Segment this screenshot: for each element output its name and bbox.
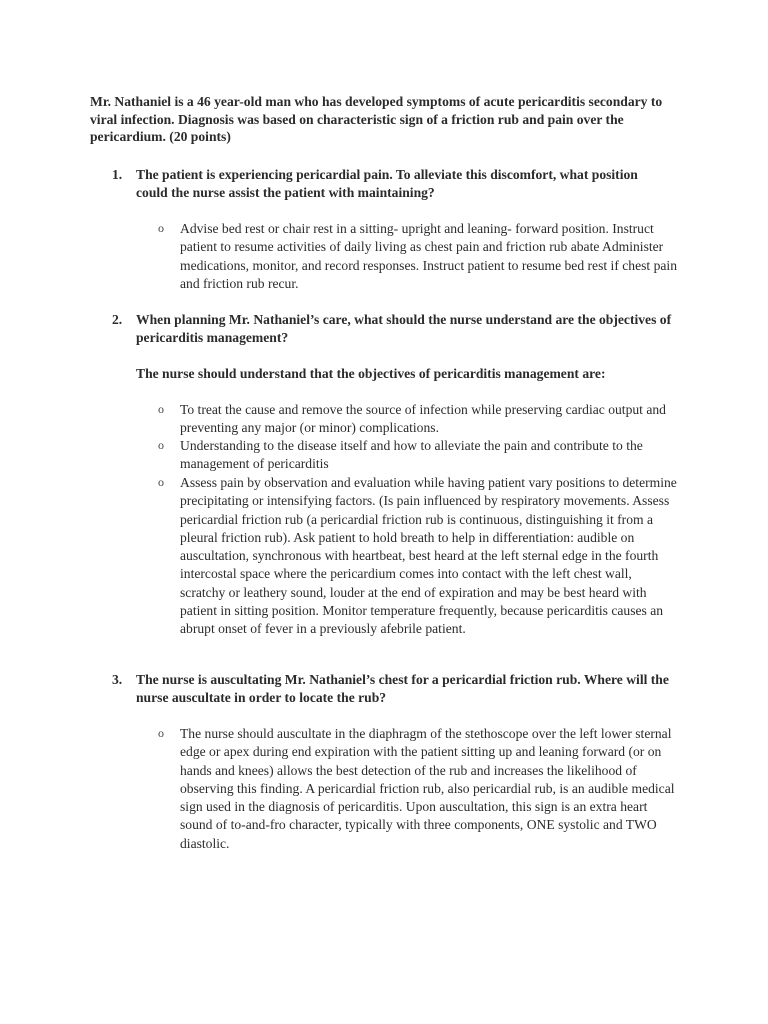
bullet-marker: o [158,402,164,416]
question-text: The nurse is auscultating Mr. Nathaniel’s chest for a pericardial friction rub. Where will the nurse auscultate in order to locate the rub? [136,672,669,705]
answer-lead: The nurse should understand that the objectives of pericarditis management are: [136,366,606,381]
bullet-marker: o [158,726,164,740]
bullet-marker: o [158,475,164,489]
bullet-text: The nurse should auscultate in the diaphragm of the stethoscope over the left lower sternal edge or apex during end expiration with the patient sitting up and leaning forward (or on hands and knees) allows the best detection of the rub and increases the likelihood of observing this finding. A pericardial friction rub, also pericardial rub, is an audible medical sign used in the diagnosis of pericarditis. Upon auscultation, this sign is an extra heart sound of to-and-fro character, typically with three components, ONE systolic and TWO diastolic. [180,726,675,851]
answer-bullet [158,437,678,474]
bullet-text: Assess pain by observation and evaluation while having patient vary positions to determine precipitating or intensifying factors. (Is pain influenced by respiratory movements. Assess pericardial friction rub (a pericardial friction rub is continuous, distinguishing it from a pleural friction rub). Ask patient to hold breath to help in differentiation: audible on auscultation, synchronous with heartbeat, best heard at the left sternal edge in the fourth intercostal space where the pericardium comes into contact with the left chest wall, scratchy or leathery sound, louder at the end of expiration and may be best heard with patient in sitting position. Monitor temperature frequently, because pericarditis causes an abrupt onset of fever in a previously afebrile patient. [180,475,677,637]
question-2 [112,311,672,347]
bullet-text: Understanding to the disease itself and how to alleviate the pain and contribute to the management of pericarditis [180,438,643,472]
intro-paragraph: Mr. Nathaniel is a 46 year-old man who has developed symptoms of acute pericarditis secondary to viral infection. Diagnosis was based on characteristic sign of a friction rub and pain over the pericardium. (20 points) [90,94,663,144]
answer-bullet [158,474,678,639]
bullet-text: To treat the cause and remove the source of infection while preserving cardiac output and preventing any major (or minor) complications. [180,402,666,436]
question-text: When planning Mr. Nathaniel’s care, what should the nurse understand are the objectives of pericarditis management? [136,312,672,345]
question-1 [112,166,672,202]
bullet-marker: o [158,221,164,235]
question-text: The patient is experiencing pericardial pain. To alleviate this discomfort, what position could the nurse assist the patient with maintaining? [136,167,638,200]
bullet-text: Advise bed rest or chair rest in a sitting- upright and leaning- forward position. Instruct patient to resume activities of daily living as chest pain and friction rub abate Administer medications, monitor, and record responses. Instruct patient to resume bed rest if chest pain and friction rub recur. [180,221,677,291]
answer-bullet [158,725,678,853]
answer-bullet [158,401,678,438]
answer-bullet [158,220,678,293]
question-number: 1. [112,167,123,182]
question-number: 2. [112,312,123,327]
question-number: 3. [112,672,123,687]
question-3 [112,671,672,707]
bullet-marker: o [158,438,164,452]
